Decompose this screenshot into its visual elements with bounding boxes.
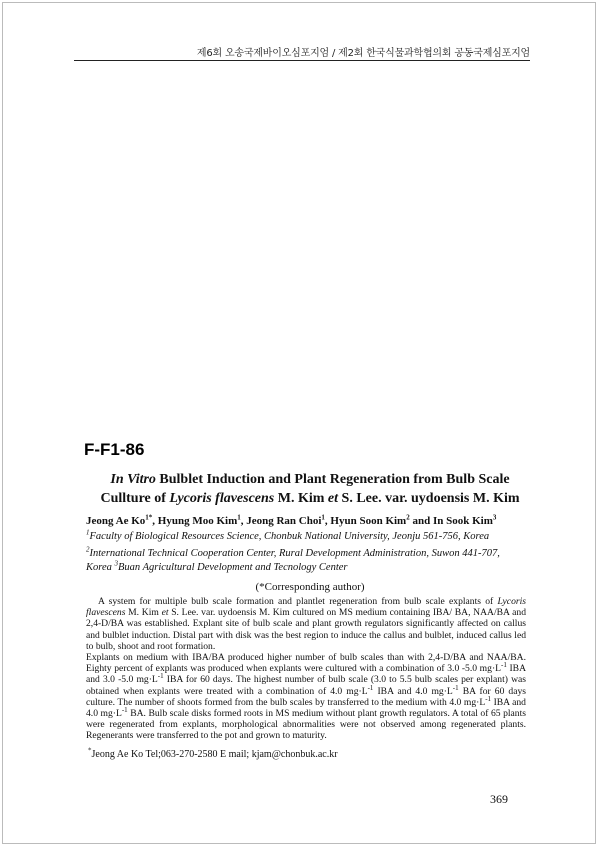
title-et: et — [327, 491, 339, 506]
abstract-species: Lycoris flavescens — [86, 596, 526, 619]
corresponding-note: (*Corresponding author) — [255, 581, 365, 593]
paper-title — [80, 470, 540, 508]
abstract — [86, 596, 526, 742]
abstract-text: Explants on medium with IBA/BA produced higher number of bulb scales than with 2,4-D/BA and NAA/BA. Eighty percent of explants was produced when explants were cultured with a combination of 3.0 -5.0 mg·L — [86, 652, 526, 675]
author-name: Jeong Ae Ko — [86, 515, 146, 527]
header-rule — [74, 60, 530, 61]
abstract-paragraph — [86, 596, 526, 652]
abstract-text: M. Kim — [125, 607, 162, 619]
abstract-sup: -1 — [367, 683, 374, 692]
author-sup: 2 — [406, 513, 410, 522]
affil-sup: 1 — [86, 528, 90, 537]
abstract-sup: -1 — [452, 683, 459, 692]
running-header: 제6회 오송국제바이오심포지엄 / 제2회 한국식물과학협의회 공동국제심포지엄 — [196, 48, 530, 59]
affil-sup: 2 — [86, 545, 90, 554]
abstract-sup: -1 — [157, 672, 164, 681]
author-list — [86, 514, 546, 528]
abstract-text: IBA and 4.0 mg·L — [373, 685, 453, 697]
author-name: , Jeong Ran Choi — [240, 515, 322, 527]
affil-text: International Technical Cooperation Center, Rural Development Administration, Suwon 441-707, — [89, 548, 500, 559]
session-code: F-F1-86 — [84, 440, 145, 459]
affil-text: Korea — [86, 562, 115, 573]
contact-text: Jeong Ae Ko Tel;063-270-2580 E mail; kjam@chonbuk.ac.kr — [91, 749, 338, 760]
abstract-text: A system for multiple bulb scale formation and plantlet regeneration from bulb scale explants of — [98, 596, 498, 607]
abstract-sup: -1 — [501, 661, 507, 670]
author-name: , Hyung Moo Kim — [152, 515, 238, 527]
title-species: Lycoris flavescens — [169, 491, 275, 506]
title-part-3: M. Kim — [274, 491, 328, 506]
page-number: 369 — [490, 792, 508, 806]
abstract-text: BA for 60 days culture. The number of shoots formed from the bulb scales by transferred to the medium with 4.0 mg·L — [86, 685, 526, 708]
author-sup: 1* — [145, 513, 153, 522]
abstract-text: IBA and 4.0 mg·L — [86, 696, 526, 720]
affiliation-2 — [86, 547, 546, 560]
title-part-2: Cullture of — [100, 491, 170, 506]
author-sup: 3 — [492, 513, 497, 522]
abstract-text: BA. Bulb scale disks formed roots in MS medium without plant growth regulators. A total of 65 plants were regenerated from explants, morphological abnormalities were not observed among regenerated plants. Regenerants were transferred to the pot and grown to maturity. — [86, 708, 526, 742]
affil-text: Faculty of Biological Resources Science, Chonbuk National University, Jeonju 561-756, Korea — [89, 531, 490, 542]
affiliation-1 — [86, 530, 546, 543]
abstract-text: S. Lee. var. uydoensis M. Kim cultured on MS medium containing IBA/ BA, NAA/BA and 2,4-D/BA was established. Explant site of bulb scale and plant growth regulators significantly affected on callus and bulblet induction. Distal part with disk was the best region to induce the callus and bulblet, induced callus led to bulb, shoot and root formation. — [86, 607, 526, 652]
title-part-4: S. Lee. var. uydoensis M. Kim — [338, 491, 520, 506]
abstract-sup: -1 — [121, 705, 128, 714]
author-name: , Hyun Soon Kim — [324, 515, 407, 527]
contact-sup: * — [88, 746, 92, 755]
abstract-text: IBA and 3.0 -5.0 mg·L — [86, 663, 526, 686]
title-italic-lead: In Vitro — [110, 472, 156, 487]
author-name: and In Sook Kim — [409, 515, 493, 527]
title-part-1: Bulblet Induction and Plant Regeneration from Bulb Scale — [155, 472, 510, 487]
abstract-paragraph — [86, 652, 526, 742]
affiliation-3 — [86, 561, 546, 574]
author-sup: 1 — [321, 513, 325, 522]
title-line-1 — [80, 470, 540, 489]
abstract-et: et — [161, 607, 169, 619]
abstract-sup: -1 — [485, 694, 492, 703]
abstract-text: IBA for 60 days. The highest number of bulb scale (3.0 to 5.5 bulb scales per explant) was obtained when explants were treated with a combination of 4.0 mg·L — [86, 674, 526, 697]
contact-line — [88, 746, 338, 760]
author-sup: 1 — [237, 513, 241, 522]
title-line-2 — [80, 489, 540, 508]
affil-text: Buan Agricultural Development and Tecnology Center — [118, 562, 348, 573]
affil-sup: 3 — [114, 559, 118, 568]
